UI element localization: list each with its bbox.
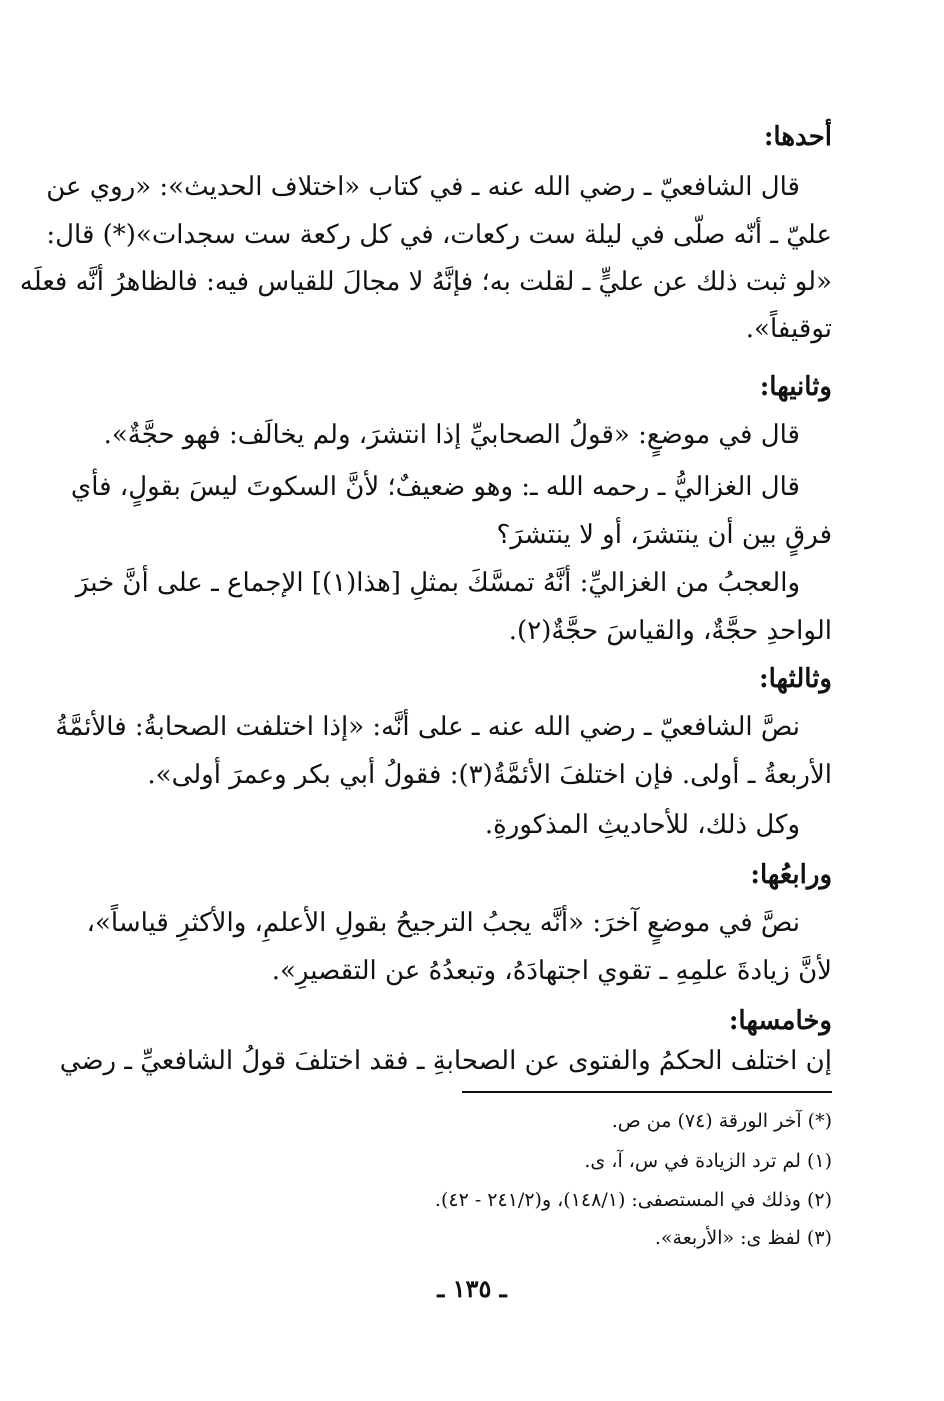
footnote-1: (١) لم ترد الزيادة في س، آ، ى. (584, 1150, 832, 1172)
section-2-line-2: قال الغزاليُّ ـ رحمه الله ـ: وهو ضعيفٌ؛ لأنَّ السكوتَ ليسَ بقولٍ، فأي (70, 472, 800, 502)
section-1-line-3: «لو ثبت ذلك عن عليٍّ ـ لقلت به؛ فإنَّهُ لا مجالَ للقياس فيه: فالظاهرُ أنَّه فعلَه (19, 267, 832, 297)
section-2-line-1: قال في موضعٍ: «قولُ الصحابيِّ إذا انتشرَ، ولم يخالَف: فهو حجَّةٌ». (103, 420, 800, 450)
section-4-line-2: لأنَّ زيادةَ علمِهِ ـ تقوي اجتهادَهُ، وتبعدُهُ عن التقصيرِ». (271, 956, 832, 986)
section-5-line-1: إن اختلف الحكمُ والفتوى عن الصحابةِ ـ فقد اختلفَ قولُ الشافعيِّ ـ رضي (59, 1046, 832, 1076)
section-heading-5: وخامسها: (728, 1006, 832, 1036)
section-2-line-5: الواحدِ حجَّةٌ، والقياسَ حجَّةٌ(٢). (508, 616, 832, 646)
section-1-line-2: عليّ ـ أنّه صلّى في ليلة ست ركعات، في كل ركعة ست سجدات»(*) قال: (46, 220, 832, 250)
section-1-line-1: قال الشافعيّ ـ رضي الله عنه ـ في كتاب «اختلاف الحديث»: «روي عن (46, 172, 800, 202)
footnote-2: (٢) وذلك في المستصفى: (١٤٨/١)، و(٢٤١/٢ - ٤٢). (434, 1189, 832, 1211)
footnote-star: (*) آخر الورقة (٧٤) من ص. (611, 1110, 832, 1132)
page-number: ـ ١٣٥ ـ (437, 1274, 507, 1303)
section-heading-4: ورابعُها: (750, 860, 832, 890)
section-4-line-1: نصَّ في موضعٍ آخرَ: «أنَّه يجبُ الترجيحُ بقولِ الأعلمِ، والأكثرِ قياساً»، (86, 908, 800, 938)
section-heading-2: وثانيها: (759, 372, 832, 402)
section-3-line-3: وكل ذلك، للأحاديثِ المذكورةِ. (484, 810, 800, 840)
section-3-line-1: نصَّ الشافعيّ ـ رضي الله عنه ـ على أنَّه: «إذا اختلفت الصحابةُ: فالأئمَّةُ (55, 712, 800, 742)
footnote-divider (462, 1091, 832, 1093)
section-2-line-3: فرقٍ بين أن ينتشرَ، أو لا ينتشرَ؟ (496, 520, 832, 550)
section-heading-1: أحدها: (763, 122, 832, 152)
section-heading-3: وثالثها: (759, 664, 832, 694)
section-2-line-4: والعجبُ من الغزاليِّ: أنَّهُ تمسَّكَ بمثلِ [هذا(١)] الإجماع ـ على أنَّ خبرَ (75, 568, 800, 598)
footnote-3: (٣) لفظ ى: «الأربعة». (654, 1227, 832, 1249)
section-3-line-2: الأربعةُ ـ أولى. فإن اختلفَ الأئمَّةُ(٣): فقولُ أبي بكر وعمرَ أولى». (147, 760, 832, 790)
section-1-line-4: توقيفاً». (745, 314, 832, 344)
